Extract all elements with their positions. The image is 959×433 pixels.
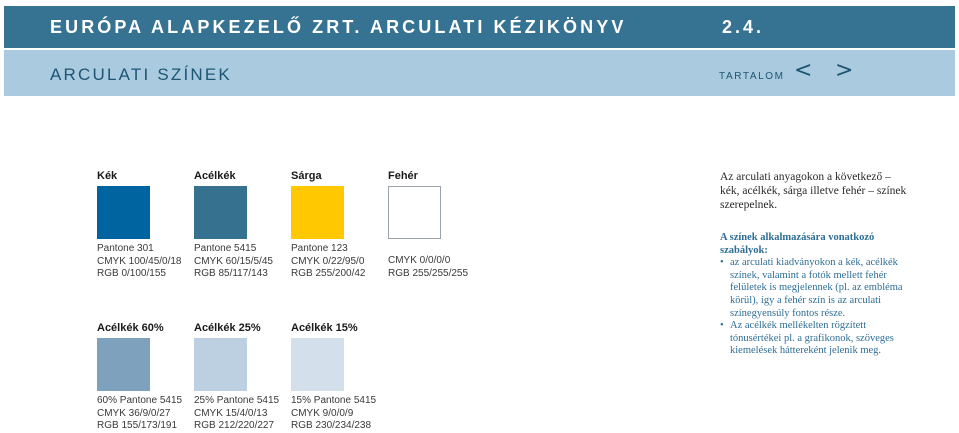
- header-bar: [4, 6, 955, 48]
- tint-name-25: Acélkék 25%: [194, 322, 261, 334]
- previous-page-icon[interactable]: <: [794, 58, 813, 83]
- rgb-value: RGB 230/234/238: [291, 420, 372, 431]
- specs-acelkek-15: [291, 395, 376, 433]
- rgb-value: RGB 255/255/255: [388, 267, 469, 279]
- rules-list: [720, 257, 912, 358]
- specs-sarga: [291, 243, 366, 281]
- cmyk-value: CMYK 15/4/0/13: [194, 407, 268, 419]
- pantone-value: Pantone 123: [291, 243, 348, 254]
- specs-acelkek-60: [97, 395, 182, 433]
- pantone-value: 60% Pantone 5415: [97, 395, 183, 406]
- cmyk-value: CMYK 60/15/5/45: [194, 255, 273, 267]
- color-name-kek: Kék: [97, 170, 118, 182]
- cmyk-value: CMYK 36/9/0/27: [97, 407, 171, 419]
- rule-item: • az arculati kiadványokon a kék, acélkék színek, valamint a fotók mellett fehér felületek is megjelennek (pl. az embléma körül), így a fehér szín is az arculati színegyensúly fontos része.: [720, 257, 912, 320]
- cmyk-value: CMYK 100/45/0/18: [97, 255, 182, 267]
- cmyk-value: CMYK 0/0/0/0: [388, 255, 451, 266]
- color-name-sarga: Sárga: [291, 170, 322, 182]
- swatch-acelkek-15: [291, 338, 344, 391]
- rgb-value: RGB 85/117/143: [194, 268, 268, 279]
- tint-name-15: Acélkék 15%: [291, 322, 358, 334]
- color-name-feher: Fehér: [388, 170, 418, 182]
- specs-feher: [388, 255, 468, 280]
- cmyk-value: CMYK 9/0/0/9: [291, 407, 354, 419]
- color-name-acelkek: Acélkék: [194, 170, 236, 182]
- specs-acelkek: [194, 243, 273, 281]
- pantone-value: 15% Pantone 5415: [291, 395, 377, 406]
- rgb-value: RGB 0/100/155: [97, 268, 166, 279]
- swatch-feher: [388, 186, 441, 239]
- swatch-acelkek-60: [97, 338, 150, 391]
- usage-rules: [720, 232, 912, 358]
- rgb-value: RGB 255/200/42: [291, 268, 366, 279]
- rules-heading: A színek alkalmazására vonatkozó szabályok:: [720, 232, 875, 256]
- swatch-kek: [97, 186, 150, 239]
- swatch-acelkek-25: [194, 338, 247, 391]
- tint-name-60: Acélkék 60%: [97, 322, 164, 334]
- section-number: 2.4.: [722, 17, 765, 37]
- swatch-sarga: [291, 186, 344, 239]
- document-title: EURÓPA ALAPKEZELŐ ZRT. ARCULATI KÉZIKÖNYV: [50, 17, 627, 37]
- subheader-bar: [4, 50, 955, 96]
- specs-acelkek-25: [194, 395, 279, 433]
- rgb-value: RGB 155/173/191: [97, 420, 178, 431]
- page-title: ARCULATI SZÍNEK: [50, 65, 232, 84]
- specs-kek: [97, 243, 182, 281]
- rgb-value: RGB 212/220/227: [194, 420, 275, 431]
- pantone-value: Pantone 5415: [194, 243, 257, 254]
- pantone-value: 25% Pantone 5415: [194, 395, 280, 406]
- cmyk-value: CMYK 0/22/95/0: [291, 255, 365, 267]
- next-page-icon[interactable]: >: [835, 58, 854, 83]
- rule-item: • Az acélkék mellékelten rögzített tónusértékei pl. a grafikonok, szöveges kiemelések háttereként jelenik meg.: [720, 320, 912, 358]
- intro-paragraph: Az arculati anyagokon a következő – kék, acélkék, sárga illetve fehér – színek szerepelnek.: [720, 171, 907, 211]
- swatch-acelkek: [194, 186, 247, 239]
- toc-link[interactable]: TARTALOM: [719, 71, 785, 82]
- pantone-value: Pantone 301: [97, 243, 154, 254]
